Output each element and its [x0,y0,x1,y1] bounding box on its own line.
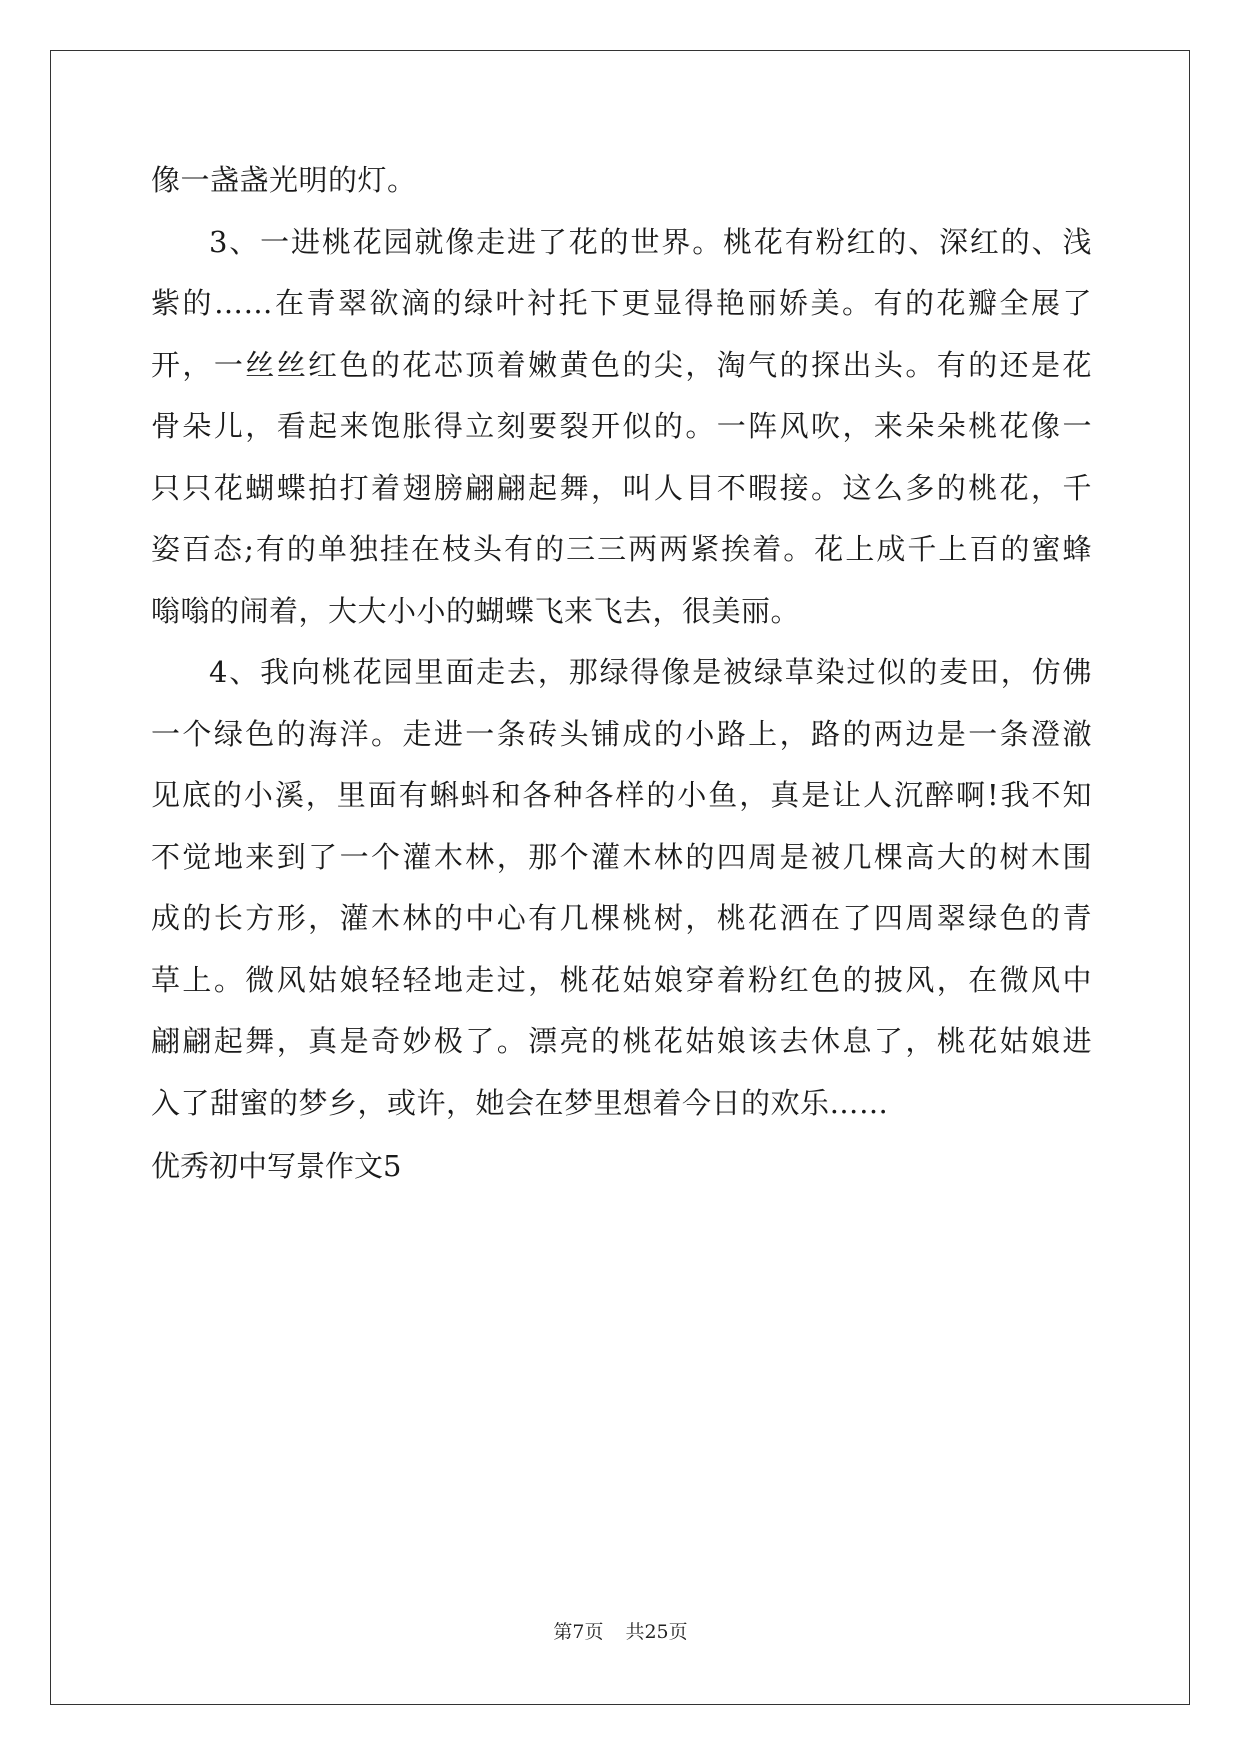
section-heading: 优秀初中写景作文5 [151,1149,402,1183]
text-line: 骨朵儿，看起来饱胀得立刻要裂开似的。一阵风吹，来朵朵桃花像一 [151,409,1092,443]
text-line: 开，一丝丝红色的花芯顶着嫩黄色的尖，淘气的探出头。有的还是花 [151,347,1092,382]
total-pages: 共25页 [625,1621,688,1643]
text-line: 不觉地来到了一个灌木林，那个灌木林的四周是被几棵高大的树木围 [151,839,1092,874]
text-line: 草上。微风姑娘轻轻地走过，桃花姑娘穿着粉红色的披风，在微风中 [151,962,1092,997]
paragraph-3-start: 3、一进桃花园就像走进了花的世界。桃花有粉红的、深红的、浅 [209,224,1092,259]
text-line: 姿百态;有的单独挂在枝头有的三三两两紧挨着。花上成千上百的蜜蜂 [151,532,1092,566]
page-number: 第7页 [553,1621,604,1643]
text-line: 像一盏盏光明的灯。 [151,163,417,197]
text-line: 紫的……在青翠欲滴的绿叶衬托下更显得艳丽娇美。有的花瓣全展了 [151,286,1092,320]
paragraph-4-start: 4、我向桃花园里面走去，那绿得像是被绿草染过似的麦田，仿佛 [209,655,1092,689]
text-line: 翩翩起舞，真是奇妙极了。漂亮的桃花姑娘该去休息了，桃花姑娘进 [151,1024,1092,1058]
text-line: 入了甜蜜的梦乡，或许，她会在梦里想着今日的欢乐…… [151,1085,889,1120]
document-body [151,150,1092,1198]
text-line: 见底的小溪，里面有蝌蚪和各种各样的小鱼，真是让人沉醉啊!我不知 [151,778,1092,812]
text-line: 成的长方形，灌木林的中心有几棵桃树，桃花洒在了四周翠绿色的青 [151,901,1092,935]
page-footer [0,1617,1241,1644]
text-line: 只只花蝴蝶拍打着翅膀翩翩起舞，叫人目不暇接。这么多的桃花，千 [151,470,1092,505]
text-line: 嗡嗡的闹着，大大小小的蝴蝶飞来飞去，很美丽。 [151,593,801,628]
text-line: 一个绿色的海洋。走进一条砖头铺成的小路上，路的两边是一条澄澈 [151,716,1092,751]
